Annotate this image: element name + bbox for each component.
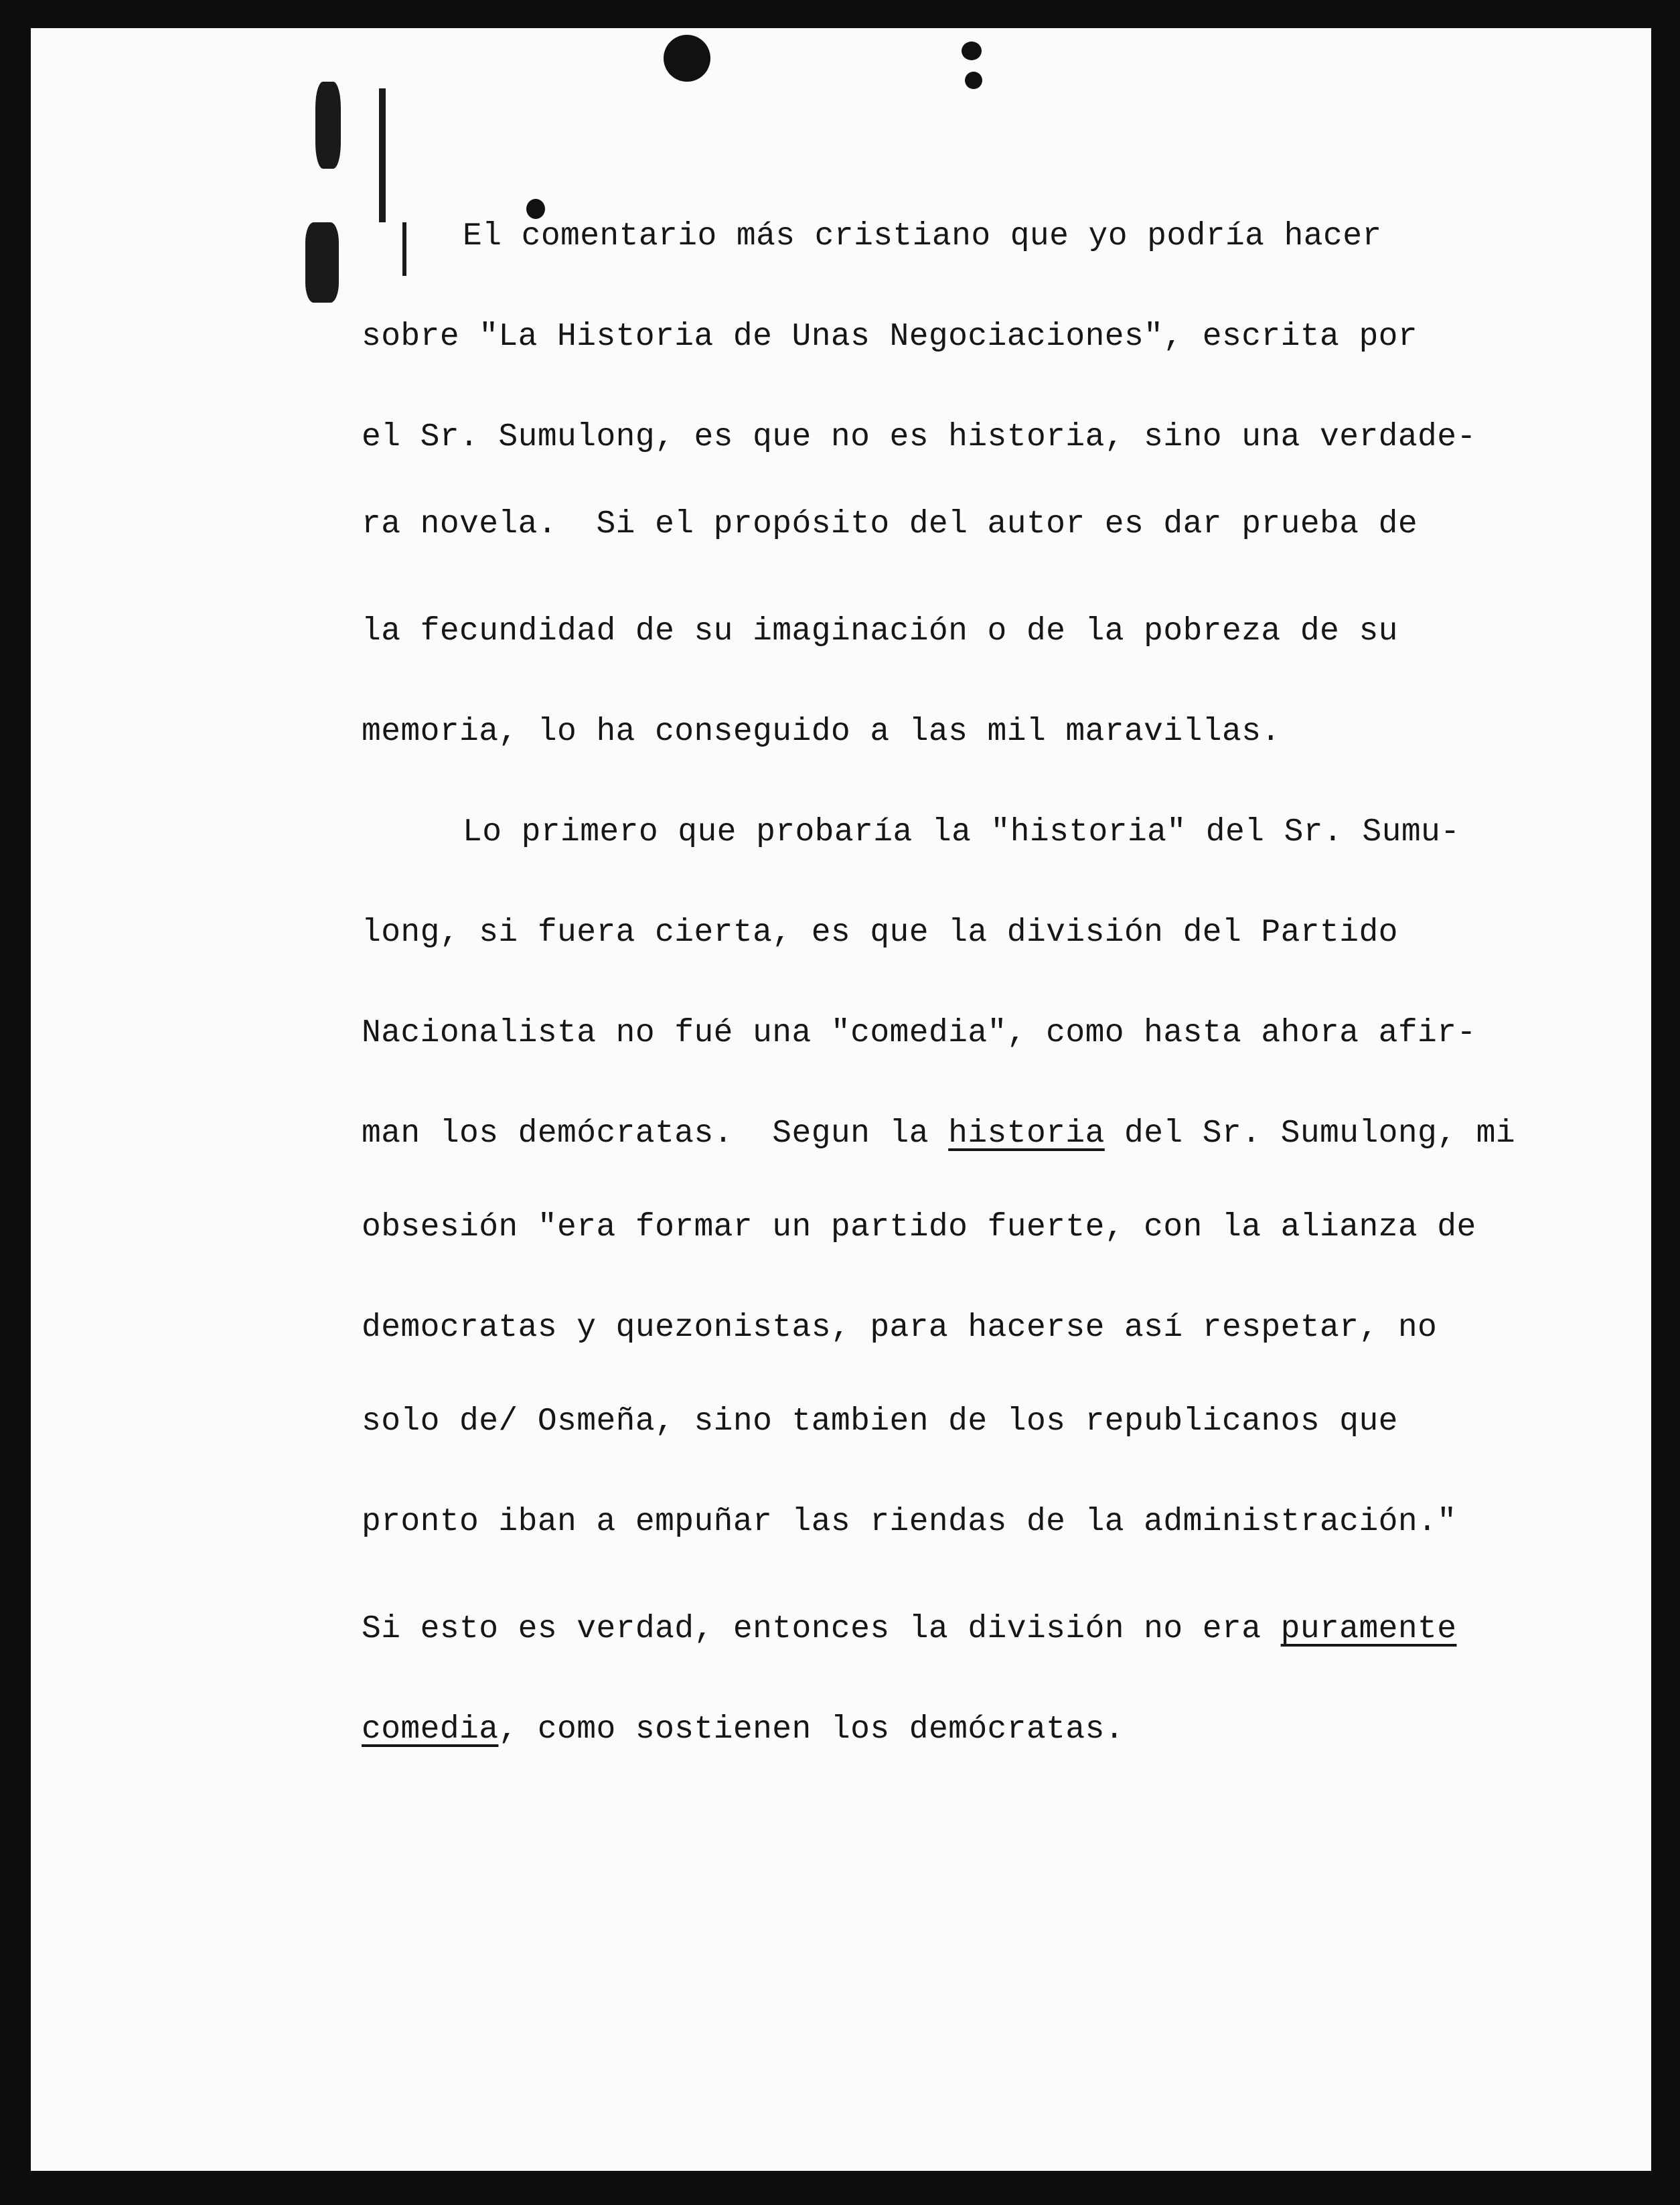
left-margin-mark xyxy=(305,222,339,303)
ink-blot xyxy=(962,42,982,60)
underlined-word: historia xyxy=(948,1116,1105,1152)
ink-blot xyxy=(965,72,982,89)
ink-blot xyxy=(526,199,545,219)
text-segment: , como sostienen los demócratas. xyxy=(498,1712,1124,1748)
text-line-12: democratas y quezonistas, para hacerse así respetar, no xyxy=(362,1310,1438,1346)
left-margin-mark xyxy=(402,222,406,276)
text-line-10 xyxy=(362,1115,1515,1152)
text-line-5: la fecundidad de su imaginación o de la pobreza de su xyxy=(362,613,1398,650)
text-segment: man los demócratas. Segun la xyxy=(362,1116,949,1152)
text-line-11: obsesión "era formar un partido fuerte, con la alianza de xyxy=(362,1209,1476,1245)
text-line-3: el Sr. Sumulong, es que no es historia, sino una verdade- xyxy=(362,419,1476,455)
text-line-8: long, si fuera cierta, es que la división del Partido xyxy=(362,915,1398,951)
left-margin-mark xyxy=(315,82,341,169)
text-line-6: memoria, lo ha conseguido a las mil maravillas. xyxy=(362,714,1281,750)
left-margin-mark xyxy=(379,88,386,222)
text-line-2: sobre "La Historia de Unas Negociaciones", escrita por xyxy=(362,319,1418,355)
text-line-7: Lo primero que probaría la "historia" del Sr. Sumu- xyxy=(463,814,1460,850)
text-line-16 xyxy=(362,1711,1124,1748)
underlined-word: puramente xyxy=(1280,1611,1457,1647)
text-line-13: solo de/ Osmeña, sino tambien de los republicanos que xyxy=(362,1403,1398,1440)
text-line-1: El comentario más cristiano que yo podría hacer xyxy=(463,218,1382,254)
text-line-14: pronto iban a empuñar las riendas de la administración." xyxy=(362,1504,1457,1540)
text-segment: del Sr. Sumulong, mi xyxy=(1104,1116,1516,1152)
typed-document-page xyxy=(31,28,1651,2171)
text-line-15 xyxy=(362,1610,1456,1648)
text-segment: Si esto es verdad, entonces la división no era xyxy=(362,1611,1281,1647)
text-line-9: Nacionalista no fué una "comedia", como hasta ahora afir- xyxy=(362,1015,1476,1051)
underlined-word: comedia xyxy=(362,1712,499,1748)
text-line-4: ra novela. Si el propósito del autor es dar prueba de xyxy=(362,506,1418,542)
ink-blot xyxy=(664,35,710,82)
